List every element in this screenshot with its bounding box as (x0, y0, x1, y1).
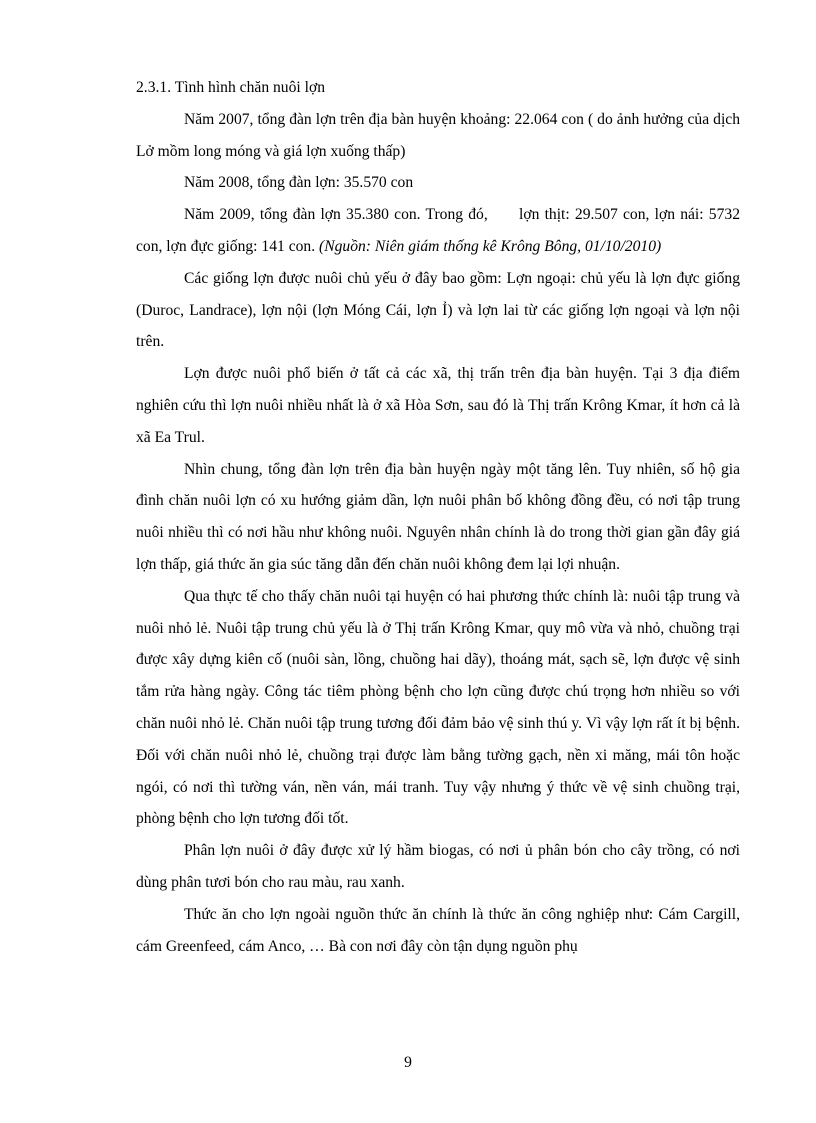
paragraph-2007-herd: Năm 2007, tổng đàn lợn trên địa bàn huyện khoảng: 22.064 con ( do ảnh hưởng của dịch Lở mồm long móng và giá lợn xuống thấp) (136, 110, 740, 160)
paragraph-pig-breeds: Các giống lợn được nuôi chủ yếu ở đây bao gồm: Lợn ngoại: chủ yếu là lợn đực giống (Duroc, Landrace), lợn nội (lợn Móng Cái, lợn Ỉ) và lợn lai từ các giống lợn ngoại và lợn nội trên. (136, 269, 740, 351)
section-heading: 2.3.1. Tình hình chăn nuôi lợn (136, 79, 326, 96)
paragraph-2008-herd: Năm 2008, tổng đàn lợn: 35.570 con (184, 174, 414, 192)
paragraph-distribution: Lợn được nuôi phổ biến ở tất cả các xã, thị trấn trên địa bàn huyện. Tại 3 địa điểm nghiên cứu thì lợn nuôi nhiều nhất là ở xã Hòa Sơn, sau đó là Thị trấn Krông Kmar, ít hơn cả là xã Ea Trul. (136, 365, 740, 446)
document-page (136, 72, 744, 962)
paragraph-overview: Nhìn chung, tổng đàn lợn trên địa bàn huyện ngày một tăng lên. Tuy nhiên, số hộ gia đình chăn nuôi lợn có xu hướng giảm dần, lợn nuôi phân bố không đồng đều, có nơi tập trung nuôi nhiều thì có nơi hầu như không nuôi. Nguyên nhân chính là do trong thời gian gần đây giá lợn thấp, giá thức ăn gia súc tăng dẫn đến chăn nuôi không đem lại lợi nhuận. (136, 460, 740, 573)
paragraph-2009-herd (136, 199, 744, 263)
source-citation: (Nguồn: Niên giám thống kê Krông Bông, 01/10/2010) (319, 237, 662, 255)
paragraph-2009-text: Năm 2009, tổng đàn lợn 35.380 con. Trong đó, lợn thịt: 29.507 con, lợn nái: 5732 con, lợn đực giống: 141 con. (136, 206, 744, 255)
paragraph-farming-methods: Qua thực tế cho thấy chăn nuôi tại huyện có hai phương thức chính là: nuôi tập trung và nuôi nhỏ lẻ. Nuôi tập trung chủ yếu là ở Thị trấn Krông Kmar, quy mô vừa và nhỏ, chuồng trại được xây dựng kiên cố (nuôi sàn, lồng, chuồng hai dãy), thoáng mát, sạch sẽ, lợn được vệ sinh tắm rửa hàng ngày. Công tác tiêm phòng bệnh cho lợn cũng được chú trọng hơn nhiều so với chăn nuôi nhỏ lẻ. Chăn nuôi tập trung tương đối đảm bảo vệ sinh thú y. Vì vậy lợn rất ít bị bệnh. Đối với chăn nuôi nhỏ lẻ, chuồng trại được làm bằng tường gạch, nền xi măng, mái tôn hoặc ngói, có nơi thì tường ván, nền ván, mái tranh. Tuy vậy nhưng ý thức về vệ sinh chuồng trại, phòng bệnh cho lợn tương đối tốt. (136, 587, 740, 828)
paragraph-feed: Thức ăn cho lợn ngoài nguồn thức ăn chính là thức ăn công nghiệp như: Cám Cargill, cám Greenfeed, cám Anco, … Bà con nơi đây còn tận dụng nguồn phụ (136, 905, 740, 955)
paragraph-manure: Phân lợn nuôi ở đây được xử lý hầm biogas, có nơi ủ phân bón cho cây trồng, có nơi dùng phân tươi bón cho rau màu, rau xanh. (136, 842, 740, 891)
page-number: 9 (404, 1054, 412, 1071)
